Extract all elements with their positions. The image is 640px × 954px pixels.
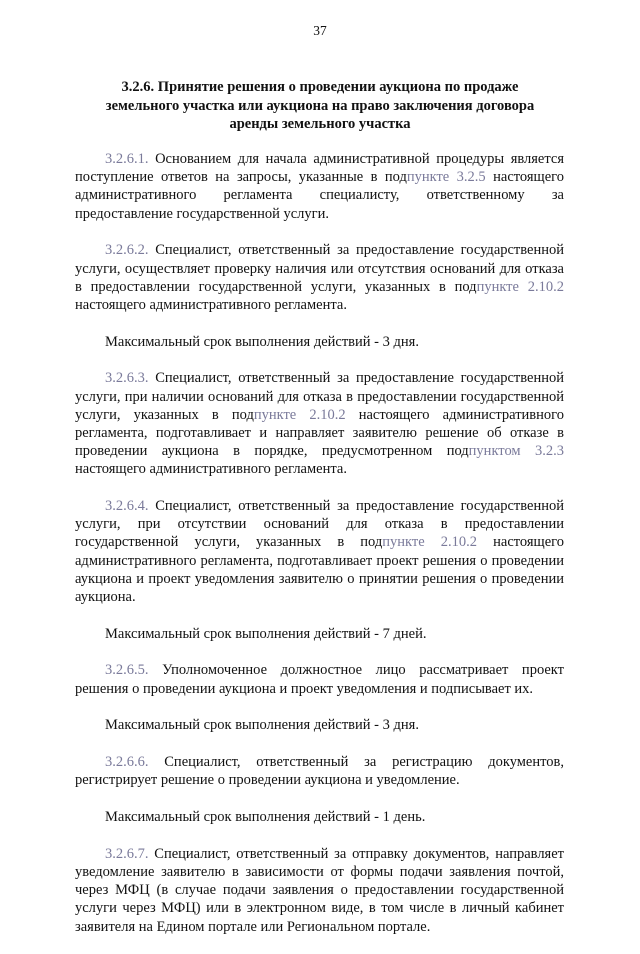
- deadline-paragraph: Максимальный срок выполнения действий - 1 день.: [105, 808, 426, 825]
- paragraph-text: Уполномоченное должностное лицо рассматривает проект решения о проведении аукциона и проект уведомления и подписывает их.: [75, 662, 564, 697]
- clause-number: 3.2.6.2.: [105, 242, 149, 259]
- paragraph-text: настоящего административного регламента, подготавливает проект решения о проведении аукциона и проект уведомления заявителю о принятии решения о проведении аукциона.: [75, 534, 564, 606]
- paragraph-text: Специалист, ответственный за отправку документов, направляет уведомление заявителю в зависимости от формы подачи заявления почтой, через МФЦ (в случае подачи заявления о предоставлении государственной услуги через МФЦ) или в электронном виде, в том числе в личный кабинет заявителя на Едином портале или Региональном портале.: [75, 845, 564, 935]
- paragraph-text: Специалист, ответственный за регистрацию документов, регистрирует решение о проведении аукциона и уведомление.: [75, 754, 564, 789]
- clause-reference-link[interactable]: пункте 2.10.2: [253, 406, 346, 423]
- clause-number: 3.2.6.6.: [105, 754, 149, 771]
- clause-reference-link[interactable]: пункте 2.10.2: [382, 534, 478, 551]
- document-body: [75, 150, 564, 954]
- clause-number: 3.2.6.5.: [105, 662, 149, 679]
- paragraph-3-2-6-4: [75, 497, 564, 606]
- paragraph-3-2-6-2: [75, 241, 564, 314]
- clause-number: 3.2.6.7.: [105, 845, 149, 862]
- paragraph-text: настоящего административного регламента.: [75, 461, 347, 478]
- deadline-paragraph: Максимальный срок выполнения действий - 3 дня.: [105, 333, 419, 350]
- deadline-paragraph: Максимальный срок выполнения действий - 3 дня.: [105, 717, 419, 734]
- clause-reference-link[interactable]: пункте 2.10.2: [476, 278, 564, 295]
- section-heading: 3.2.6. Принятие решения о проведении аукциона по продаже земельного участка или аукциона на право заключения договора аренды земельного участка: [105, 79, 535, 132]
- page-number: 37: [313, 23, 327, 38]
- paragraph-3-2-6-7: [75, 845, 564, 936]
- clause-number: 3.2.6.3.: [105, 370, 149, 387]
- clause-reference-link[interactable]: пунктом 3.2.3: [468, 443, 565, 460]
- paragraph-3-2-6-6: [75, 753, 564, 789]
- paragraph-text: Специалист, ответственный за предоставление государственной услуги, при отсутствии оснований для отказа в предоставлении государственной услуги, указанных в под: [75, 498, 564, 551]
- paragraph-3-2-6-1: [75, 150, 564, 223]
- clause-number: 3.2.6.1.: [105, 151, 149, 167]
- deadline-paragraph: Максимальный срок выполнения действий - 7 дней.: [105, 625, 427, 642]
- clause-number: 3.2.6.4.: [105, 498, 149, 515]
- paragraph-3-2-6-3: [75, 369, 564, 478]
- paragraph-3-2-6-5: [75, 661, 564, 697]
- paragraph-text: настоящего административного регламента.: [75, 296, 347, 313]
- paragraph-text: Специалист, ответственный за предоставление государственной услуги, при наличии оснований для отказа в предоставлении государственной услуги, указанных в под: [75, 370, 564, 423]
- clause-reference-link[interactable]: пункте 3.2.5: [406, 169, 486, 186]
- paragraph-text: настоящего административного регламента специалисту, ответственному за предоставление государственной услуги.: [75, 169, 564, 222]
- paragraph-text: настоящего административного регламента, подготавливает и направляет заявителю решение об отказе в проведении аукциона в порядке, предусмотренном под: [75, 406, 564, 460]
- paragraph-text: Основанием для начала административной процедуры является поступление ответов на запросы, указанные в под: [75, 151, 564, 186]
- paragraph-text: Специалист, ответственный за предоставление государственной услуги, осуществляет проверку наличия или отсутствия оснований для отказа в предоставлении государственной услуги, указанных в под: [75, 242, 564, 295]
